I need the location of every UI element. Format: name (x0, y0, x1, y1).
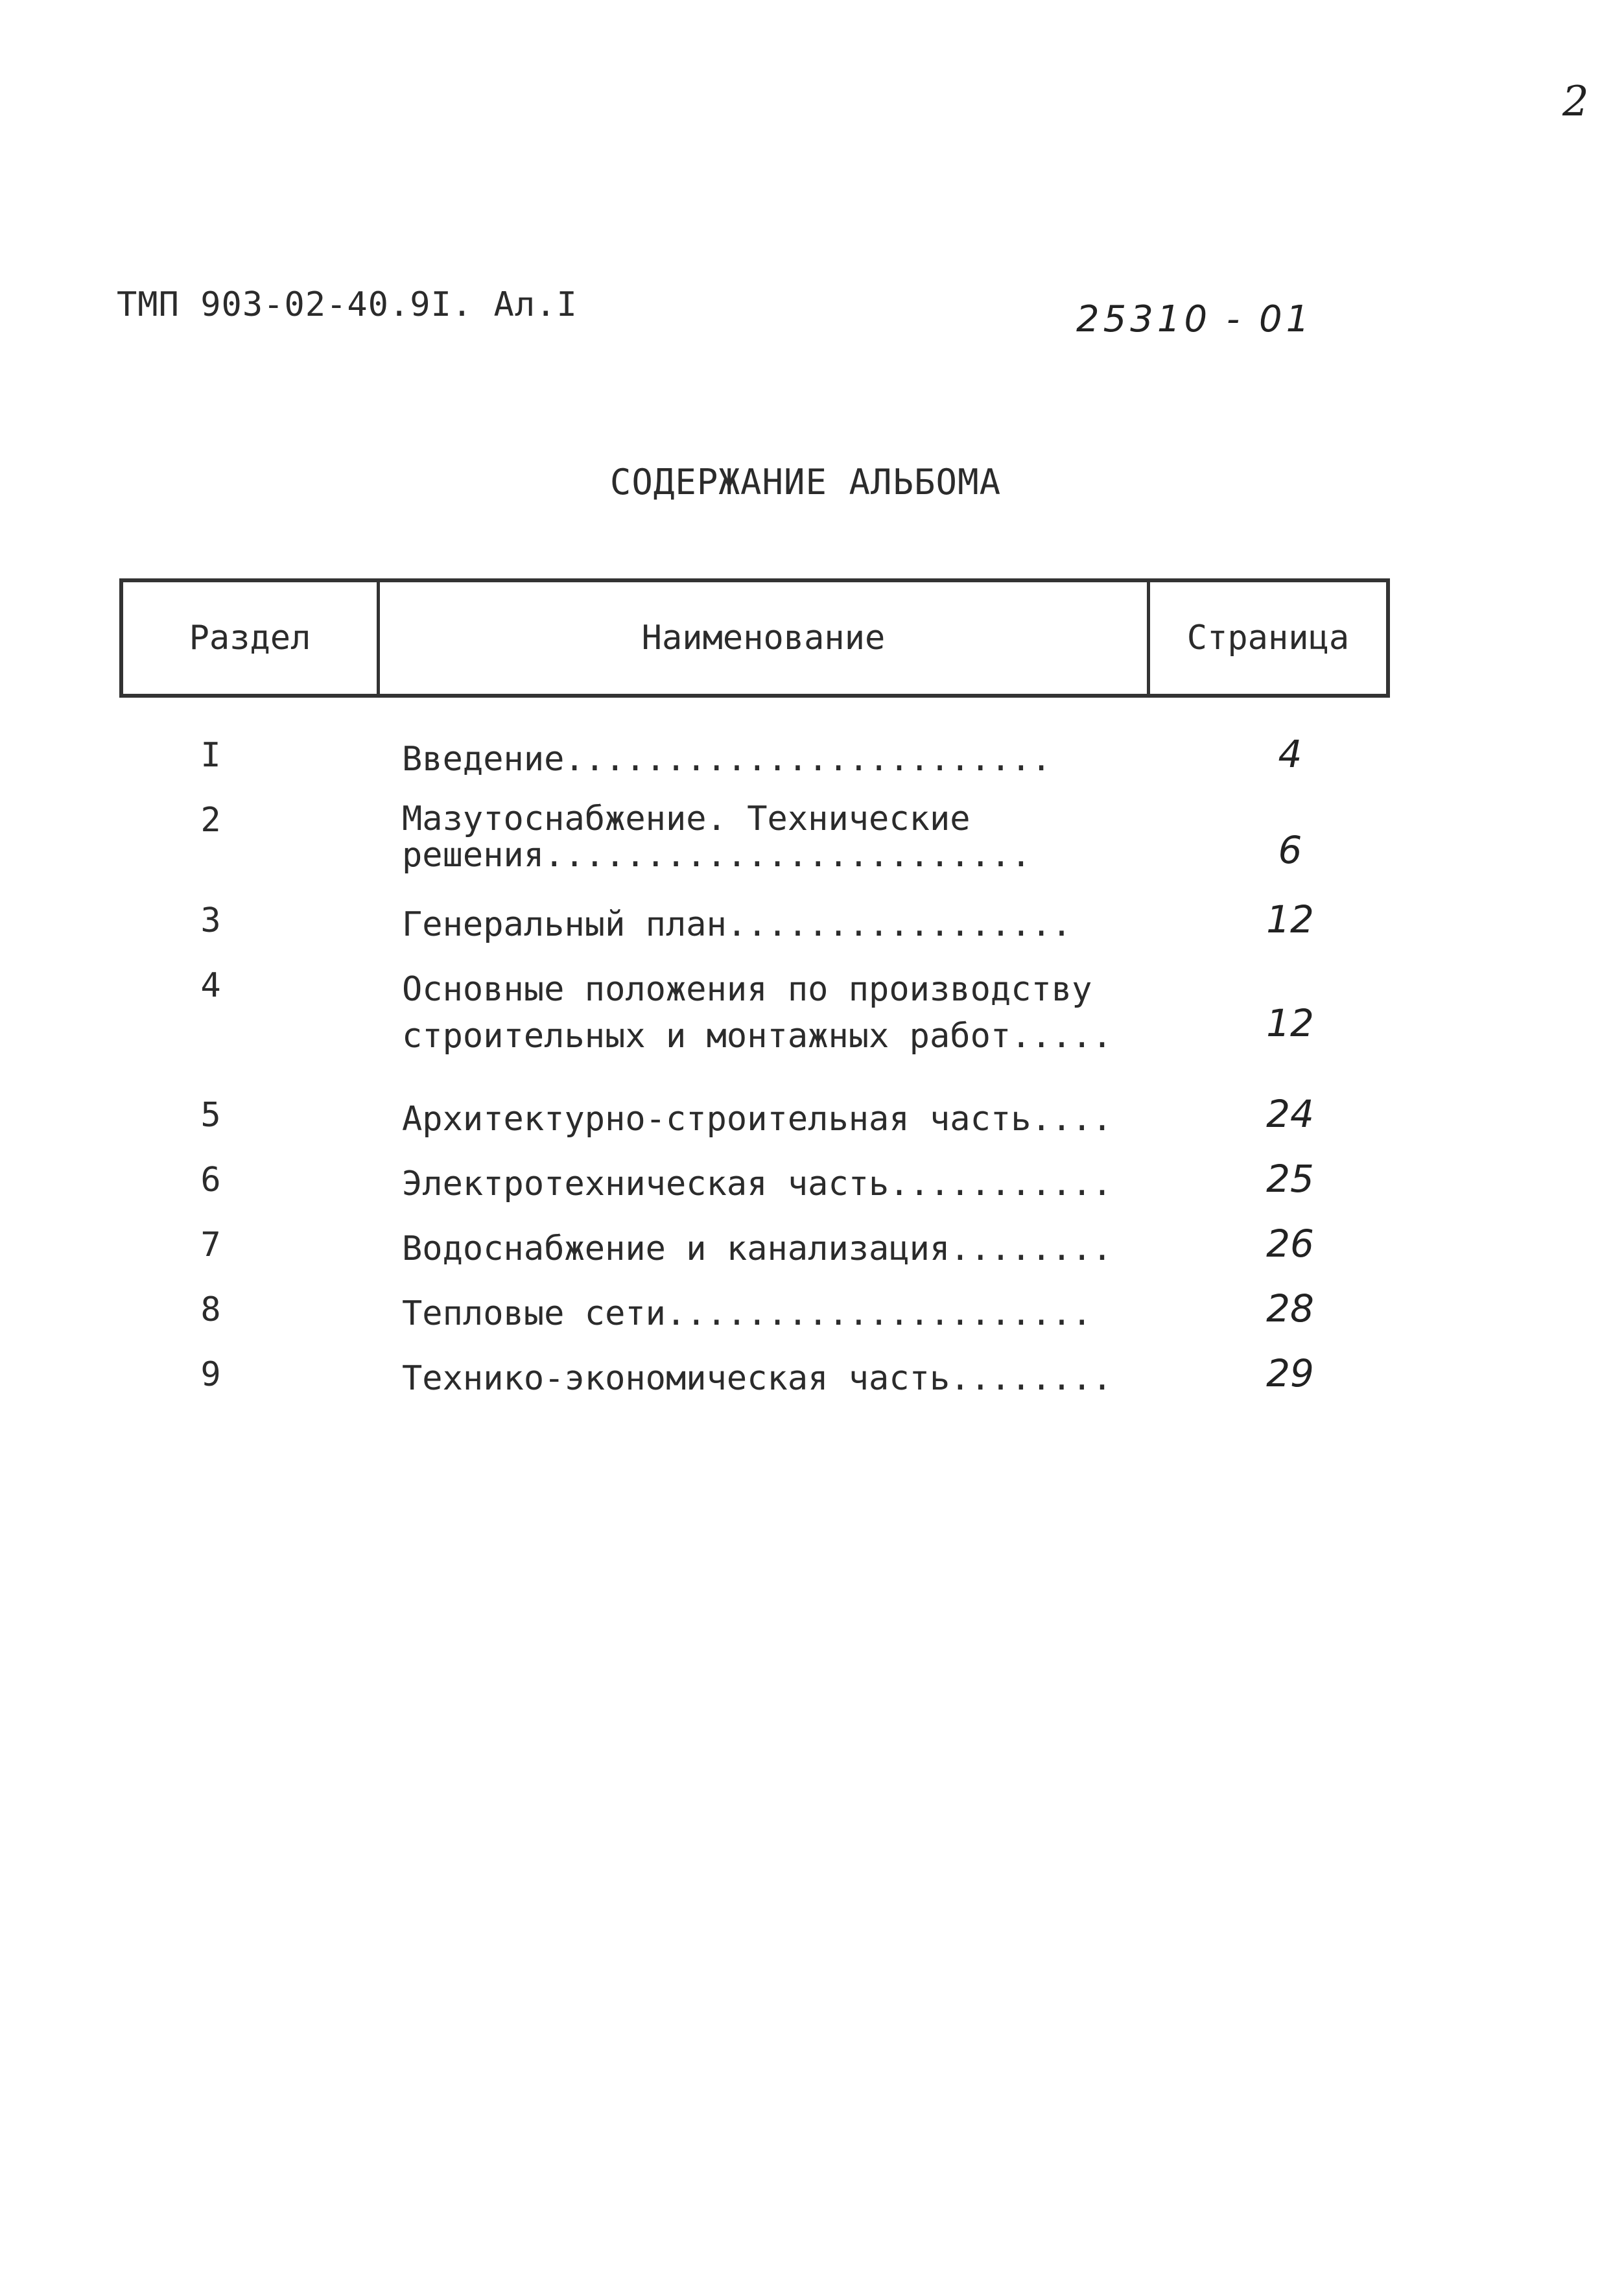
row-page-number: 12 (1266, 897, 1314, 941)
inventory-number: 25310 - 01 (1076, 298, 1313, 340)
row-page-number: 29 (1266, 1351, 1314, 1395)
row-page-number: 12 (1266, 1001, 1314, 1045)
row-title: Электротехническая часть........... (402, 1165, 1112, 1203)
row-section-number: 6 (200, 1161, 221, 1200)
row-title: Основные положения по производству строительных и монтажных работ..... (402, 970, 1112, 1056)
row-title: Генеральный план................. (402, 905, 1072, 944)
document-code: ТМП 903-02-40.9I. Ал.I (117, 285, 578, 324)
row-section-number: I (200, 736, 221, 775)
row-section-number: 7 (200, 1225, 221, 1264)
row-section-number: 2 (200, 801, 221, 840)
header-name: Наименование (380, 582, 1150, 694)
page-title: СОДЕРЖАНИЕ АЛЬБОМА (609, 462, 1002, 503)
row-section-number: 9 (200, 1355, 221, 1394)
row-section-number: 8 (200, 1290, 221, 1329)
row-title: Тепловые сети..................... (402, 1294, 1092, 1333)
row-page-number: 25 (1266, 1157, 1314, 1201)
row-section-number: 4 (200, 966, 221, 1005)
row-title: Архитектурно-строительная часть.... (402, 1100, 1112, 1139)
contents-table-header (119, 578, 1390, 698)
row-page-number: 6 (1278, 828, 1302, 872)
row-page-number: 24 (1266, 1092, 1314, 1136)
row-title: Введение........................ (402, 740, 1052, 779)
page-number: 2 (1562, 78, 1589, 126)
header-page: Страница (1186, 619, 1350, 657)
row-section-number: 5 (200, 1096, 221, 1135)
header-section: Раздел (123, 582, 380, 694)
row-section-number: 3 (200, 901, 221, 940)
row-page-number: 4 (1278, 732, 1302, 776)
row-page-number: 28 (1266, 1286, 1314, 1331)
row-title: Водоснабжение и канализация........ (402, 1229, 1112, 1268)
row-title: Технико-экономическая часть........ (402, 1359, 1112, 1398)
row-page-number: 26 (1266, 1222, 1314, 1266)
row-title: Мазутоснабжение. Технические решения........................ (402, 799, 1031, 875)
